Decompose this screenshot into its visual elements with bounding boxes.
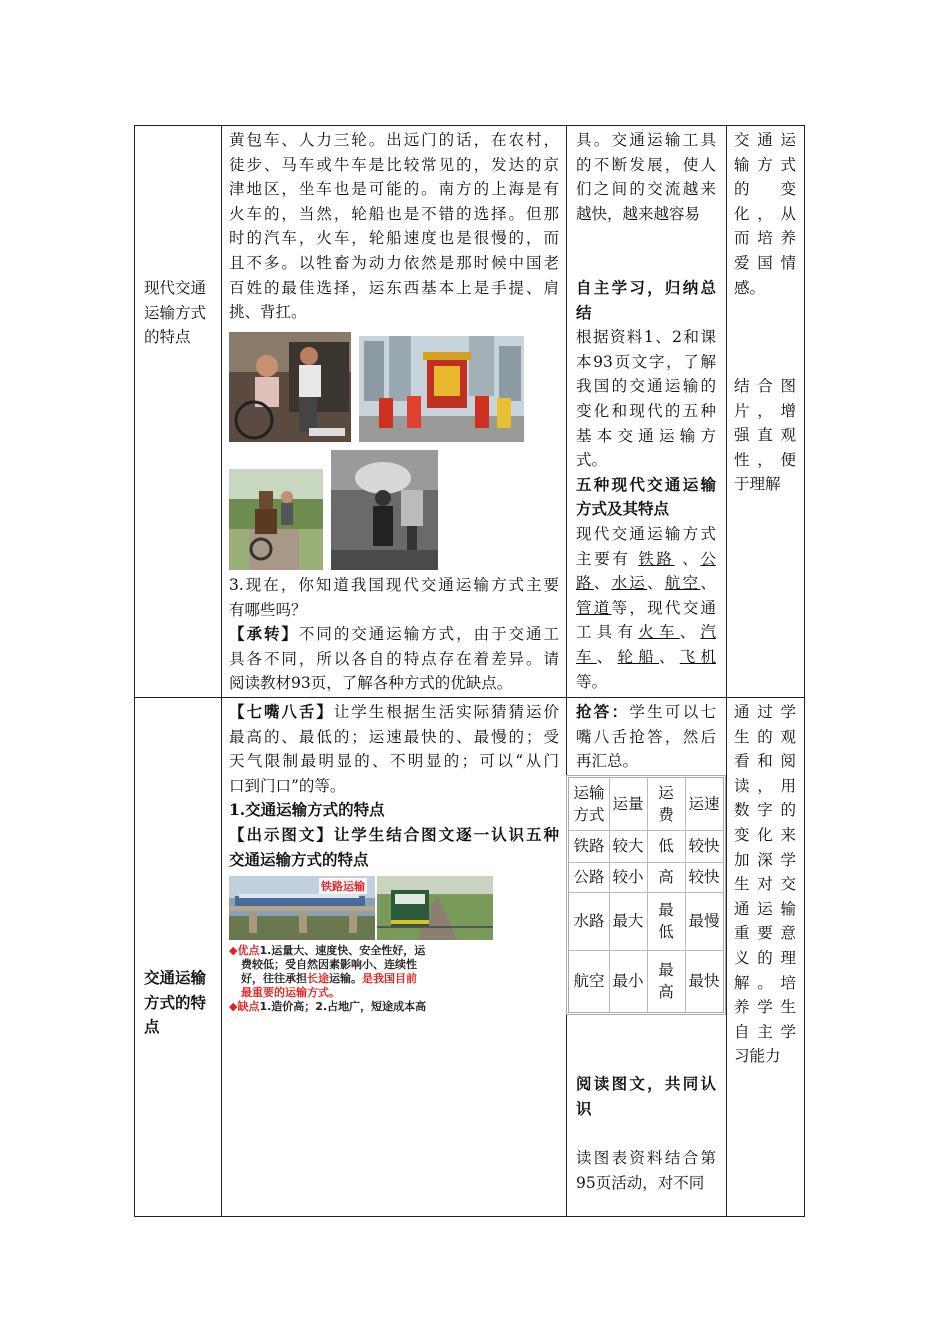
blank-answer: 水运 [611, 574, 648, 593]
show-line: 【出示图文】让学生结合图文逐一认识五种 [229, 824, 559, 844]
qa-line: 嘴八舌抢答，然后 [576, 727, 716, 746]
table-divider-2 [566, 125, 567, 1217]
table-border-right [804, 125, 805, 1217]
purpose-line: 感。 [734, 278, 766, 297]
teacher-text-line: 黄包车、人力三轮。出远门的话，在农村， [229, 131, 559, 149]
teacher-text-line: 火车的，当然，轮船也是不错的选择。但那 [229, 204, 559, 223]
railway-label: 铁路运输 [321, 880, 365, 893]
teacher-text-line: 津地区，坐车也是可能的。南方的上海是有 [229, 180, 559, 199]
student-text-line: 式。 [576, 451, 608, 470]
teacher-text-line: 百姓的最佳选择，运东西基本上是手提、肩 [229, 278, 559, 297]
purpose-line: 数字的 [734, 801, 796, 820]
disadvantage-tag: 缺点 [237, 1000, 260, 1013]
table-border-top [134, 125, 805, 126]
table-cell: 航空 [573, 972, 605, 990]
student-heading: 识 [576, 1098, 592, 1118]
blank-answer: 车 [576, 647, 597, 666]
row1-student-activity [576, 128, 716, 226]
purpose-line: 变化来 [734, 825, 796, 844]
purpose-line: 结合图 [734, 377, 796, 395]
purpose-line: 的 变 [734, 180, 796, 199]
sedan-chair-photo [359, 336, 524, 442]
purpose-line: 生的观 [734, 727, 796, 746]
blank-answer: 汽 [700, 623, 716, 642]
purpose-line: 通运输 [734, 899, 796, 918]
table-cell: 最慢 [688, 912, 720, 930]
row1-question [229, 573, 559, 696]
table-cell: 公路 [573, 868, 605, 886]
purpose-line: 习能力 [734, 1047, 781, 1066]
purpose-line: 化，从 [734, 204, 796, 223]
table-header-cell: 运 费 [658, 784, 674, 824]
table-header-cell: 运速 [688, 795, 720, 813]
blank-answer: 航空 [664, 574, 701, 593]
row1-teacher-activity [229, 128, 559, 325]
fill-blank-line: 主要有 铁路 、公 [576, 549, 716, 568]
table-cell: 较大 [612, 837, 644, 855]
purpose-line: 性，便 [734, 450, 796, 469]
student-text-line: 变化和现代的五种 [576, 401, 716, 420]
purpose-line: 义的理 [734, 948, 796, 967]
student-text-line: 的不断发展，使人 [576, 155, 716, 174]
student-text-line: 根据资料1、2和课 [576, 328, 716, 347]
table-cell: 水路 [573, 912, 605, 930]
fill-blank-line: 车、轮船、飞机 [576, 647, 716, 666]
row1-purpose [734, 128, 796, 300]
student-text-line: 我国的交通运输的 [576, 377, 716, 396]
blank-answer: 管道 [576, 598, 612, 617]
discuss-line: 口到门口”的等。 [229, 776, 346, 795]
table-cell: 最 低 [658, 901, 674, 941]
table-divider-3 [726, 125, 727, 1217]
rickshaw-photo [229, 332, 351, 442]
blank-answer: 轮船 [617, 647, 659, 666]
fill-blank-line: 路、水运、航空、 [576, 574, 716, 593]
discuss-tag: 【七嘴八舌】 [229, 702, 334, 721]
locomotive-photo [377, 876, 493, 940]
row1-topic-text: 现代交通运输方式的特点 [144, 279, 207, 347]
row1-student-activity-2 [576, 276, 716, 694]
fill-blank-line: 管道等，现代交通 [576, 598, 716, 617]
purpose-line: 通过学 [734, 703, 796, 721]
teacher-text-line: 且不多。以牲畜为动力依然是那时候中国老 [229, 253, 559, 272]
blank-answer: 公 [700, 549, 716, 568]
advantage-tag: 优点 [237, 944, 260, 957]
railway-advantages: ◆优点1.运量大、速度快、安全性好，运 费较低；受自然因素影响小、连续性 好，往往承担长途运输。是我国目前 最重要的运输方式。 ◆缺点1.造价高；2.占地广，短途成本高 [229, 944, 427, 1013]
teacher-text-line: 时的汽车，火车，轮船速度也是很慢的，而 [229, 229, 559, 248]
show-tag: 【出示图文】 [229, 824, 334, 844]
student-heading: 五种现代交通运输 [576, 474, 716, 494]
table-cell: 较快 [688, 837, 720, 855]
qa-tag: 抢答： [576, 702, 630, 721]
horse-cart-photo [229, 469, 323, 570]
qa-line: 再汇总。 [576, 752, 639, 771]
purpose-line: 重要意 [734, 924, 796, 943]
table-cell: 较小 [612, 868, 644, 886]
student-text-line: 95页活动，对不同 [576, 1173, 705, 1192]
teacher-text-line: 徒步、马车或牛车是比较常见的，发达的京 [229, 155, 559, 174]
section-subtitle: 1.交通运输方式的特点 [229, 800, 385, 820]
row1-purpose-2 [734, 374, 796, 497]
blank-answer: 路 [576, 574, 594, 593]
transition-tag: 【承转】 [229, 624, 299, 644]
transition-line [229, 622, 559, 647]
transition-line: 阅读教材93页，了解各种方式的优缺点。 [229, 674, 513, 693]
discuss-line: 【七嘴八舌】让学生根据生活实际猜猜运价 [229, 702, 559, 721]
row2-teacher-activity [229, 700, 559, 872]
fill-blank-line: 工具有火车、汽 [576, 623, 716, 642]
student-text-line: 等。 [576, 672, 608, 691]
student-text-line: 本93页文字，了解 [576, 352, 716, 371]
student-heading: 阅读图文，共同认 [576, 1074, 716, 1093]
transition-text: 不同的交通运输方式，由于交通工 [298, 625, 559, 644]
table-divider-1 [221, 125, 222, 1217]
purpose-line: 而培养 [734, 229, 796, 248]
purpose-line: 解。培 [734, 973, 796, 992]
student-heading: 方式及其特点 [576, 499, 670, 519]
row2-student-qa [576, 700, 716, 774]
question-line: 3.现在，你知道我国现代交通运输方式主要 [229, 576, 559, 594]
question-line: 有哪些吗？ [229, 600, 307, 619]
blank-answer: 火车 [638, 623, 680, 642]
table-border-left [134, 125, 135, 1217]
purpose-line: 于理解 [734, 475, 781, 494]
table-border-bottom [134, 1216, 805, 1217]
table-header-cell: 运输 方式 [573, 784, 605, 824]
row2-student-read-2 [576, 1146, 716, 1195]
blank-answer: 飞机 [679, 647, 716, 666]
transport-comparison-table [566, 775, 726, 1015]
railway-figure [229, 876, 493, 1013]
table-header-cell: 运量 [612, 795, 644, 813]
table-cell: 高 [658, 868, 674, 886]
qa-line: 抢答：学生可以七 [576, 702, 716, 721]
purpose-line: 自主学 [734, 1022, 796, 1041]
table-row-divider [134, 697, 805, 698]
show-line: 交通运输方式的特点 [229, 849, 369, 869]
row1-topic [144, 276, 216, 350]
table-cell: 最大 [612, 912, 644, 930]
porters-photo [331, 450, 438, 570]
purpose-line: 看和阅 [734, 752, 796, 771]
purpose-line: 强直观 [734, 426, 796, 445]
purpose-line: 片，增 [734, 401, 796, 420]
blank-answer: 铁路 [638, 549, 675, 568]
table-cell: 较快 [688, 868, 720, 886]
purpose-line: 加深学 [734, 850, 796, 869]
row2-purpose [734, 700, 796, 1069]
purpose-line: 生对交 [734, 875, 796, 894]
table-cell: 低 [658, 837, 674, 855]
table-cell: 最 高 [658, 961, 674, 1001]
discuss-line: 最高的、最低的；运速最快的、最慢的；受 [229, 727, 559, 746]
purpose-line: 输方式 [734, 155, 796, 174]
student-text-line: 们之间的交流越来 [576, 180, 716, 199]
student-heading: 自主学习，归纳总 [576, 278, 716, 297]
purpose-line: 读，用 [734, 776, 796, 795]
student-text-line: 基本交通运输方 [576, 426, 716, 445]
purpose-line: 交通运 [734, 131, 796, 149]
purpose-line: 爱国情 [734, 253, 796, 272]
student-text-line: 越快，越来越容易 [576, 204, 701, 223]
table-cell: 最快 [688, 972, 720, 990]
transition-line: 具各不同，所以各自的特点存在着差异。请 [229, 649, 559, 668]
purpose-line: 养学生 [734, 998, 796, 1017]
student-text-line: 读图表资料结合第 [576, 1149, 716, 1167]
student-text-line: 现代交通运输方式 [576, 524, 716, 543]
student-text-line: 具。交通运输工具 [576, 131, 716, 149]
row2-topic-text: 交通运输方式的特点 [144, 968, 207, 1037]
teacher-text-line: 挑、背扛。 [229, 303, 307, 322]
table-cell: 铁路 [573, 837, 605, 855]
row2-student-read [576, 1072, 716, 1121]
student-heading: 结 [576, 302, 592, 322]
table-cell: 最小 [612, 972, 644, 990]
discuss-line: 天气限制最明显的、不明显的；可以“从门 [229, 752, 559, 771]
row2-topic [144, 966, 216, 1040]
